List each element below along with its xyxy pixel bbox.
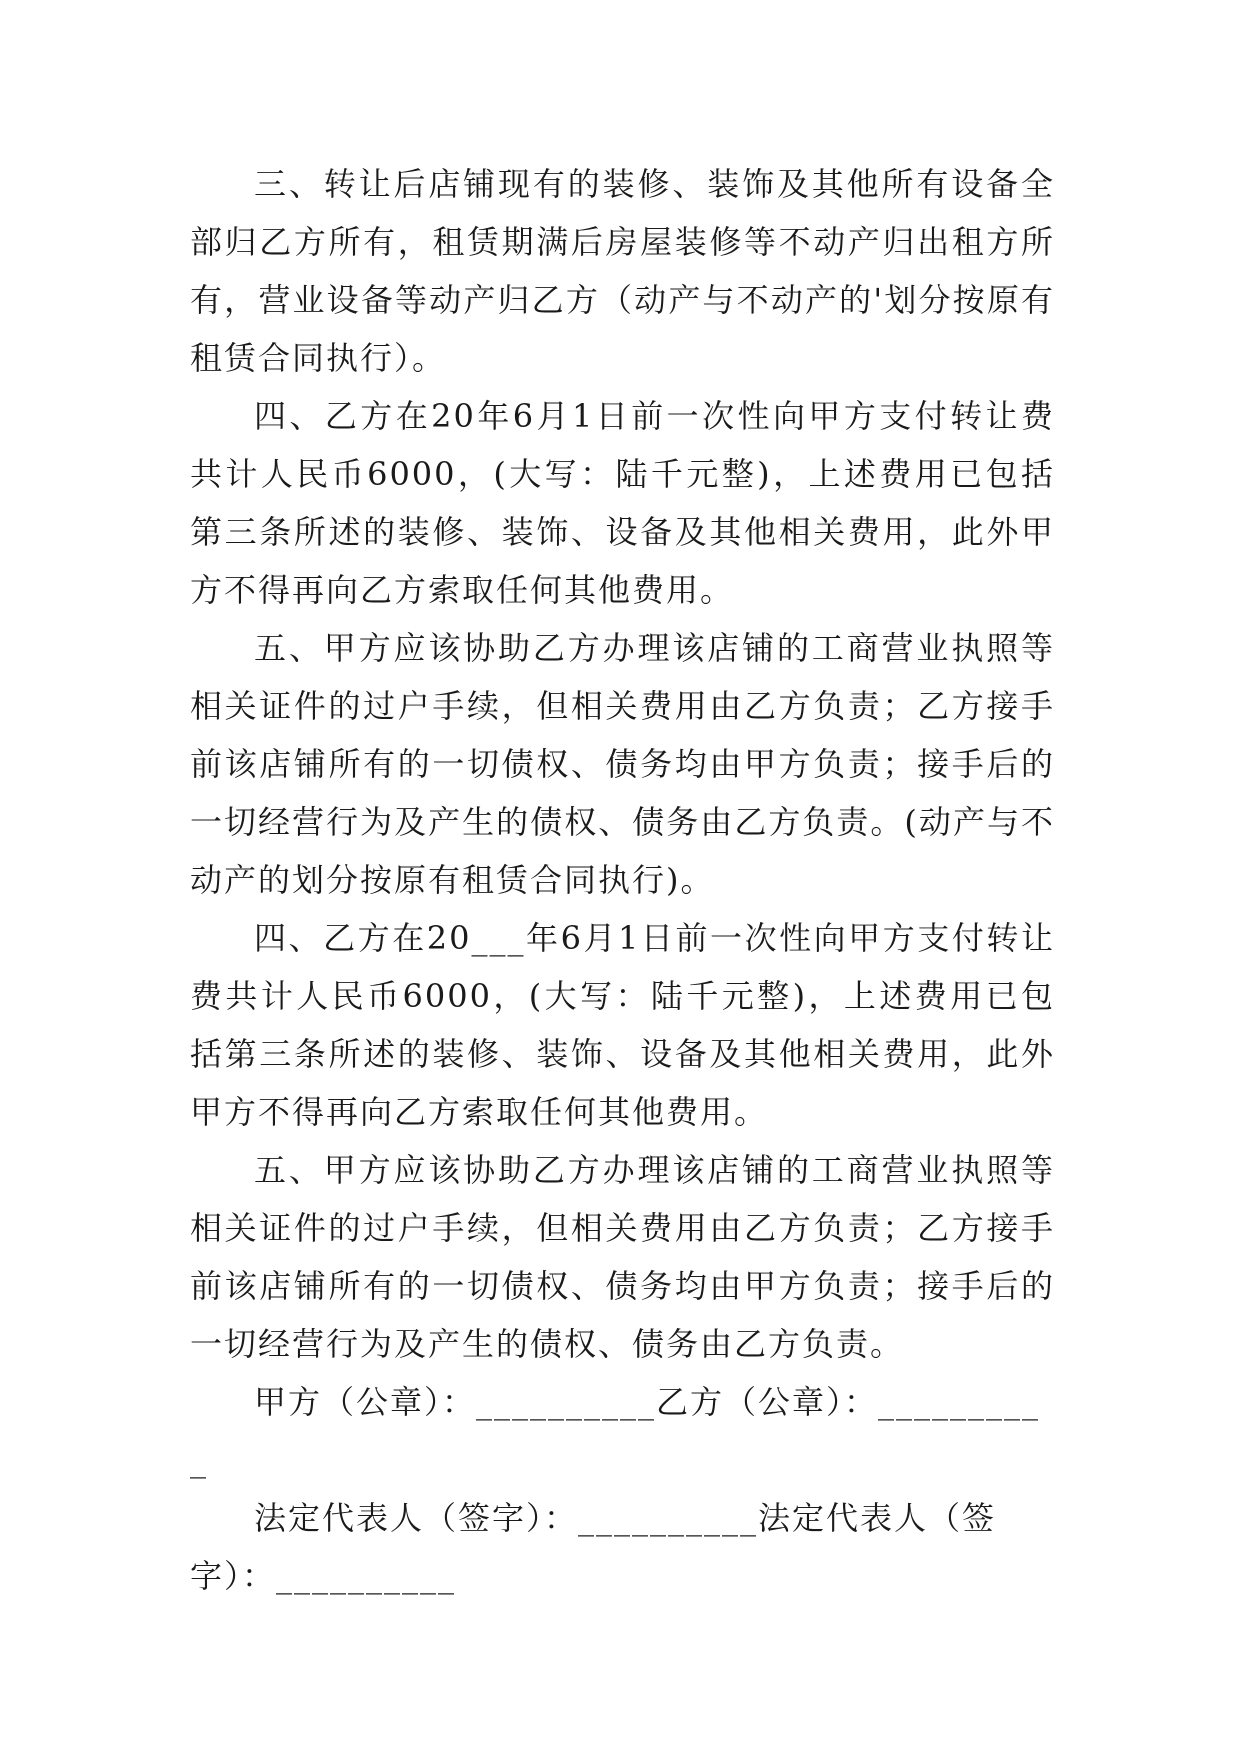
clause-5-paragraph: 五、甲方应该协助乙方办理该店铺的工商营业执照等相关证件的过户手续，但相关费用由乙方负责；乙方接手前该店铺所有的一切债权、债务均由甲方负责；接手后的一切经营行为及产生的债权、债务由乙方负责。(动产与不动产的划分按原有租赁合同执行)。 — [190, 629, 1055, 899]
clause-4-repeat-paragraph: 四、乙方在20___年6月1日前一次性向甲方支付转让费共计人民币6000，(大写：陆千元整)，上述费用已包括第三条所述的装修、装饰、设备及其他相关费用，此外甲方不得再向乙方索取任何其他费用。 — [190, 919, 1055, 1131]
clause-4-paragraph: 四、乙方在20年6月1日前一次性向甲方支付转让费共计人民币6000，(大写：陆千元整)，上述费用已包括第三条所述的装修、装饰、设备及其他相关费用，此外甲方不得再向乙方索取任何其他费用。 — [190, 397, 1055, 609]
clause-5-repeat-paragraph: 五、甲方应该协助乙方办理该店铺的工商营业执照等相关证件的过户手续，但相关费用由乙方负责；乙方接手前该店铺所有的一切债权、债务均由甲方负责；接手后的一切经营行为及产生的债权、债务由乙方负责。 — [190, 1151, 1055, 1363]
clause-3-paragraph: 三、转让后店铺现有的装修、装饰及其他所有设备全部归乙方所有，租赁期满后房屋装修等不动产归出租方所有，营业设备等动产归乙方（动产与不动产的'划分按原有租赁合同执行）。 — [190, 165, 1055, 377]
party-seal-line: 甲方（公章）：__________乙方（公章）：__________ — [190, 1383, 1041, 1479]
legal-representative-line: 法定代表人（签字）：__________法定代表人（签字）：__________ — [190, 1499, 997, 1595]
document-body — [190, 155, 1055, 1605]
